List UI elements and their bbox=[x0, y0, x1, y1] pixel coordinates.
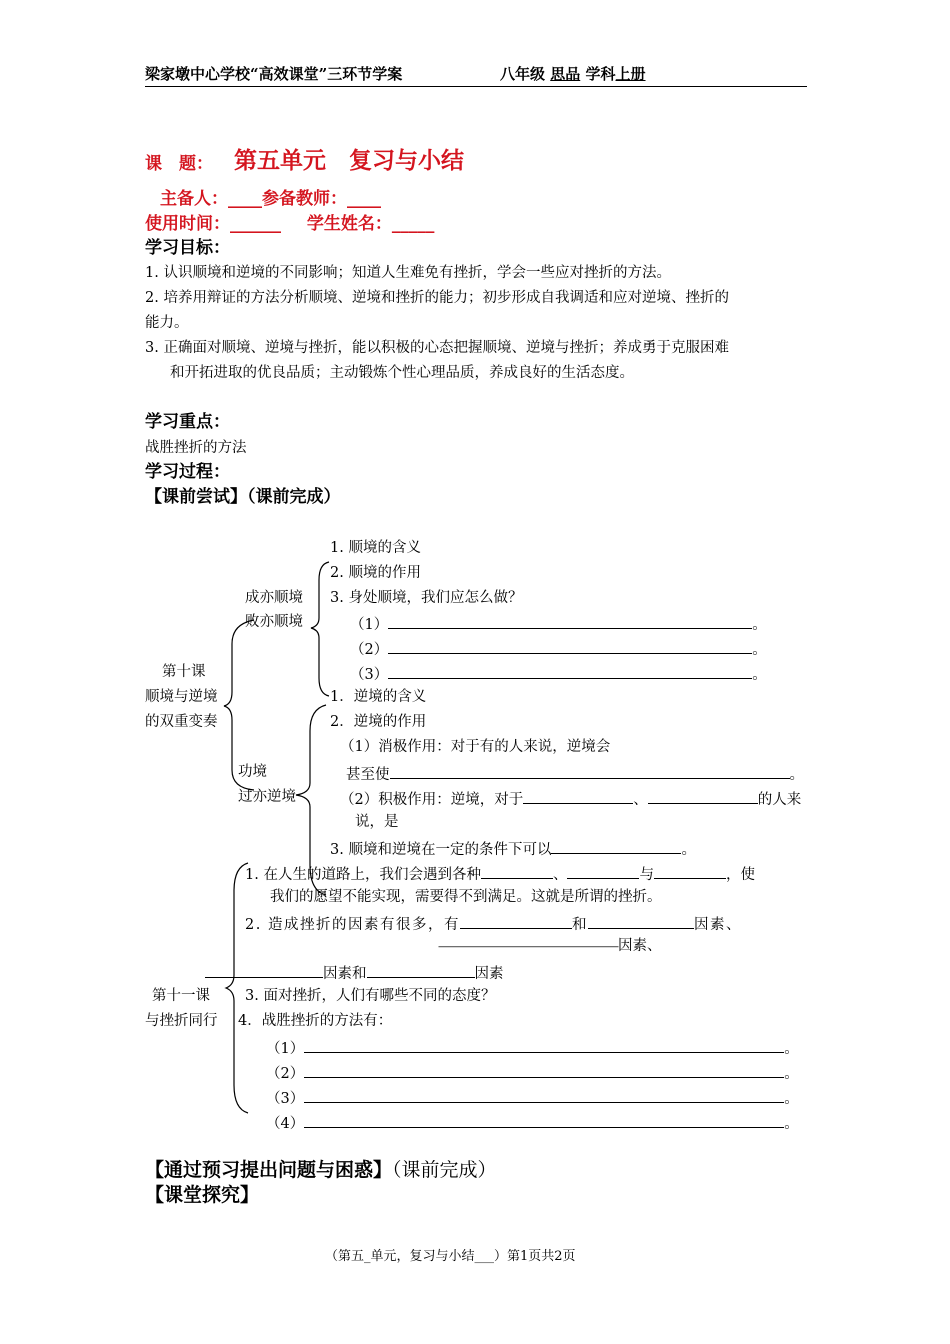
focus-heading: 学习重点： bbox=[145, 412, 230, 432]
student-blank: _____ bbox=[391, 214, 435, 234]
l11-item-row bbox=[438, 938, 662, 955]
ni-item: 的人来 bbox=[757, 792, 802, 808]
objective-item: 1. 认识顺境和逆境的不同影响；知道人生难免有挫折，学会一些应对挫折的方法。 bbox=[145, 265, 671, 281]
ni-item: 说，是 bbox=[355, 814, 399, 830]
l11-item-row bbox=[245, 914, 742, 934]
method-row bbox=[266, 1088, 799, 1108]
objective-item: 2. 培养用辩证的方法分析顺境、逆境和挫折的能力；初步形成自我调适和应对逆境、挫折的 bbox=[145, 290, 729, 306]
method-row bbox=[266, 1113, 799, 1133]
fill-blank bbox=[390, 764, 790, 779]
ni-item: 1．逆境的含义 bbox=[330, 689, 427, 705]
period: 。 bbox=[752, 667, 767, 683]
fill-blank bbox=[304, 1063, 784, 1078]
l11-item: 因素 bbox=[474, 966, 504, 982]
l11-item: 我们的愿望不能实现，需要得不到满足。这就是所谓的挫折。 bbox=[270, 889, 662, 905]
fill-blank bbox=[648, 789, 758, 804]
fill-blank-line bbox=[205, 977, 323, 978]
period: 。 bbox=[681, 842, 696, 858]
lesson11-name: 与挫折同行 bbox=[145, 1013, 218, 1029]
ni-item: 2．逆境的作用 bbox=[330, 714, 427, 730]
l11-item: 因素、 bbox=[618, 938, 662, 954]
period: 。 bbox=[784, 1041, 799, 1057]
fill-blank bbox=[304, 1088, 784, 1103]
blank-index: （2） bbox=[350, 642, 389, 658]
volume: 上册 bbox=[615, 65, 646, 83]
period: 。 bbox=[752, 617, 767, 633]
blank-index: （1） bbox=[350, 617, 389, 633]
fill-blank bbox=[388, 639, 752, 654]
fill-blank bbox=[567, 864, 639, 879]
l11-item-row bbox=[323, 963, 504, 983]
shun-label: 败亦顺境 bbox=[245, 614, 303, 630]
ni-item-row bbox=[346, 764, 804, 784]
page-title: 第五单元 复习与小结 bbox=[234, 147, 464, 174]
blank-index: （2） bbox=[266, 1066, 305, 1082]
l11-item-row bbox=[245, 864, 755, 884]
time-label: 使用时间： bbox=[145, 214, 230, 234]
shun-brace bbox=[303, 562, 333, 696]
ni-item-row bbox=[340, 789, 801, 809]
fill-blank bbox=[304, 1113, 784, 1128]
l11-item: 因素、 bbox=[693, 917, 742, 933]
student-label: 学生姓名： bbox=[306, 214, 392, 234]
fill-blank bbox=[588, 914, 694, 929]
l11-item: 和 bbox=[571, 917, 588, 933]
shun-blank-row bbox=[350, 664, 767, 684]
explore-heading: 【课堂探究】 bbox=[145, 1184, 260, 1206]
l11-item: 3. 面对挫折，人们有哪些不同的态度？ bbox=[245, 988, 496, 1004]
fill-blank bbox=[460, 914, 572, 929]
l11-item: 与 bbox=[639, 867, 654, 883]
focus-text: 战胜挫折的方法 bbox=[145, 440, 247, 456]
period: 。 bbox=[789, 767, 804, 783]
shun-item: 1. 顺境的含义 bbox=[330, 540, 421, 556]
fill-blank bbox=[304, 1038, 784, 1053]
fill-blank bbox=[481, 864, 553, 879]
subject-suffix: 学科 bbox=[585, 65, 616, 83]
l11-item: ，使 bbox=[725, 867, 755, 883]
ni-item: （1）消极作用：对于有的人来说，逆境会 bbox=[340, 739, 611, 755]
time-student-line bbox=[145, 215, 434, 235]
shun-item: 3. 身处顺境，我们应怎么做？ bbox=[330, 590, 523, 606]
lesson10-name: 的双重变奏 bbox=[145, 714, 218, 730]
fill-blank bbox=[367, 963, 475, 978]
period: 。 bbox=[752, 642, 767, 658]
lesson10-name: 顺境与逆境 bbox=[145, 689, 218, 705]
objective-item: 3. 正确面对顺境、逆境与挫折，能以积极的心态把握顺境、逆境与挫折；养成勇于克服困难 bbox=[145, 340, 729, 356]
l11-item: 1. 在人生的道路上，我们会遇到各种 bbox=[245, 867, 481, 883]
shun-label: 成亦顺境 bbox=[245, 590, 303, 606]
time-blank: ______ bbox=[230, 214, 281, 234]
header-title: “高效课堂”三环节学案 bbox=[250, 65, 403, 83]
period: 。 bbox=[784, 1091, 799, 1107]
ni-item: （2）积极作用：逆境，对于 bbox=[340, 792, 524, 808]
l11-item: 2. 造成挫折的因素有很多，有 bbox=[245, 917, 460, 933]
school-name: 梁家墩中心学校 bbox=[145, 65, 251, 83]
questions-section bbox=[145, 1160, 497, 1182]
blank-index: （3） bbox=[266, 1091, 305, 1107]
separator: 、 bbox=[552, 867, 568, 883]
fill-blank bbox=[654, 864, 726, 879]
fill-blank bbox=[388, 664, 752, 679]
objective-item: 和开拓进取的优良品质；主动锻炼个性心理品质，养成良好的生活态度。 bbox=[170, 365, 634, 381]
subject: 思品 bbox=[550, 65, 581, 83]
l11-item: 4．战胜挫折的方法有： bbox=[238, 1013, 393, 1029]
period: 。 bbox=[784, 1066, 799, 1082]
objective-item: 能力。 bbox=[145, 315, 189, 331]
preparer-line: 主备人：____参备教师：____ bbox=[160, 189, 381, 209]
questions-note: （课前完成） bbox=[392, 1159, 497, 1181]
ni-item: 甚至使 bbox=[346, 767, 390, 783]
page-footer: （第五_单元，复习与小结___）第1页共2页 bbox=[325, 1249, 576, 1264]
fill-blank bbox=[523, 789, 633, 804]
ni-label: 功境 bbox=[238, 764, 267, 780]
process-heading: 学习过程： bbox=[145, 462, 230, 482]
ni-label: 过亦逆境 bbox=[238, 789, 296, 805]
grade: 八年级 bbox=[500, 65, 546, 83]
blank-index: （3） bbox=[350, 667, 389, 683]
method-row bbox=[266, 1063, 799, 1083]
separator: 、 bbox=[633, 792, 648, 808]
lesson10-name: 第十课 bbox=[162, 664, 206, 680]
blank-index: （1） bbox=[266, 1041, 305, 1057]
questions-heading: 【通过预习提出问题与困惑】 bbox=[145, 1159, 393, 1181]
pre-class-heading: 【课前尝试】（课前完成） bbox=[145, 487, 341, 507]
l11-item: 因素和 bbox=[323, 966, 367, 982]
shun-item: 2. 顺境的作用 bbox=[330, 565, 421, 581]
blank-index: （4） bbox=[266, 1116, 305, 1132]
method-row bbox=[266, 1038, 799, 1058]
header-rule bbox=[145, 86, 807, 87]
dash-blank: —————————————————— bbox=[438, 940, 618, 953]
period: 。 bbox=[784, 1116, 799, 1132]
lesson11-name: 第十一课 bbox=[152, 988, 210, 1004]
header-grade-info bbox=[500, 66, 646, 83]
ni-item: 3. 顺境和逆境在一定的条件下可以 bbox=[330, 842, 552, 858]
shun-blank-row bbox=[350, 639, 767, 659]
objectives-heading: 学习目标： bbox=[145, 238, 230, 258]
title-label: 课 题： bbox=[145, 154, 213, 174]
fill-blank bbox=[388, 614, 752, 629]
fill-blank bbox=[551, 839, 681, 854]
shun-blank-row bbox=[350, 614, 767, 634]
ni-item-row bbox=[330, 839, 696, 859]
header-school bbox=[145, 66, 402, 83]
